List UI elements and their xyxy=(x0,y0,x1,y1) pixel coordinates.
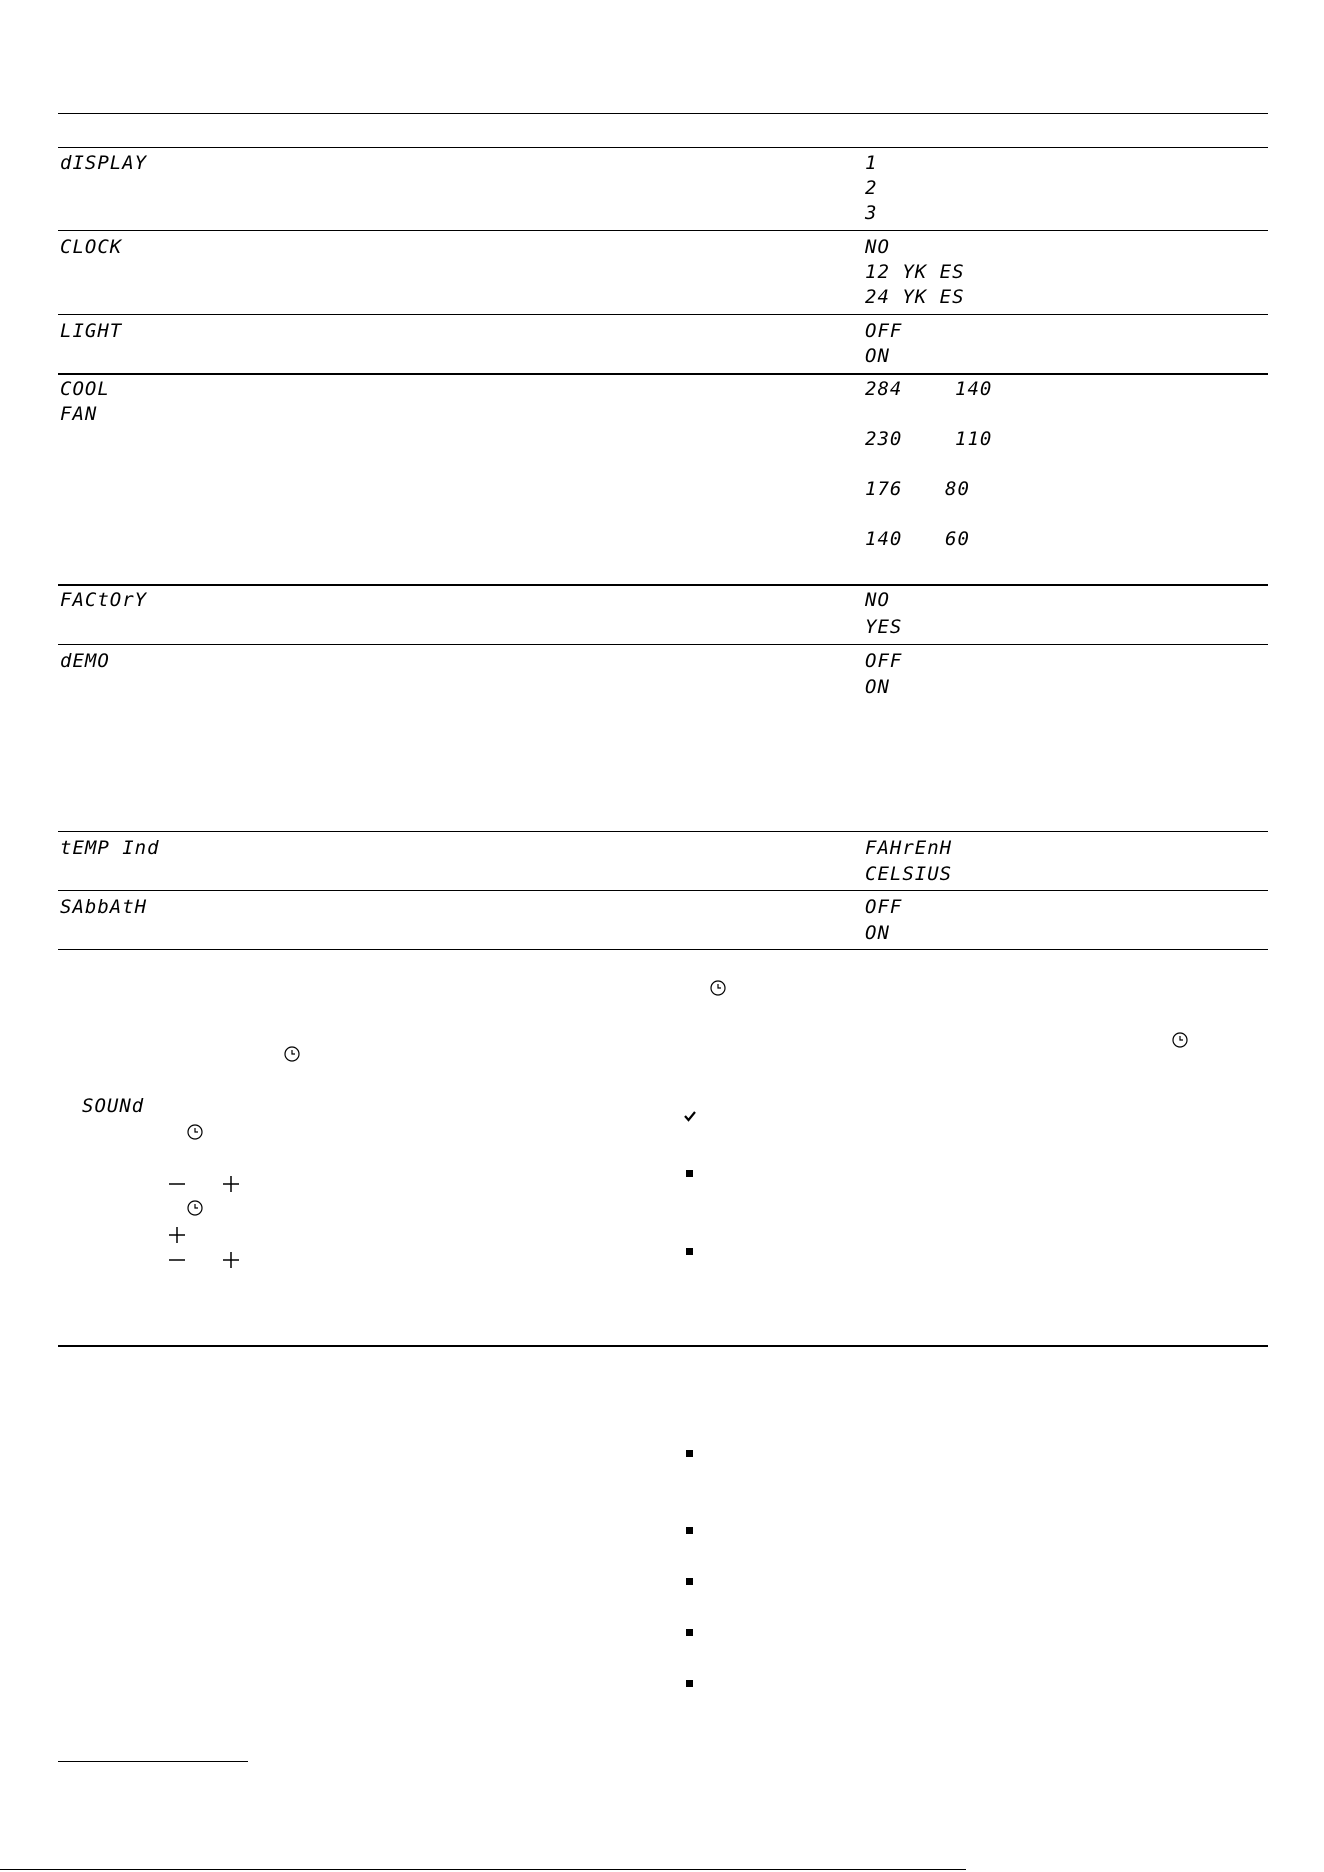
square-bullet-icon xyxy=(686,1450,693,1457)
setting-fan: FAN xyxy=(60,403,98,425)
table-header-rule xyxy=(58,113,1268,114)
table-row-rule xyxy=(58,584,1268,586)
table-row-rule xyxy=(58,314,1268,315)
setting-demo: dEMO xyxy=(60,650,110,672)
option-clock-12: 12 YK ES xyxy=(865,261,965,283)
option-light-off: OFF xyxy=(865,320,903,342)
footnote-rule xyxy=(58,1761,248,1762)
square-bullet-icon xyxy=(686,1680,693,1687)
clock-icon xyxy=(284,1046,300,1062)
clock-icon xyxy=(710,980,726,996)
minus-icon xyxy=(169,1176,185,1192)
option-factory-no: NO xyxy=(865,589,890,611)
option-factory-yes: YES xyxy=(865,616,903,638)
setting-sabbath: SAbbAtH xyxy=(60,896,148,918)
setting-clock: CLOCK xyxy=(60,236,123,258)
clock-icon xyxy=(187,1124,203,1140)
table-header-bottom-rule xyxy=(58,147,1268,148)
option-display-1: 1 xyxy=(865,152,878,174)
setting-temp-ind: tEMP Ind xyxy=(60,837,160,859)
table-row-rule xyxy=(58,831,1268,832)
option-light-on: ON xyxy=(865,345,890,367)
option-temp-celsius: CELSIUS xyxy=(865,863,953,885)
setting-light: LIGHT xyxy=(60,320,123,342)
clock-icon xyxy=(187,1200,203,1216)
square-bullet-icon xyxy=(686,1248,693,1255)
option-sabbath-on: ON xyxy=(865,922,890,944)
table-bottom-rule xyxy=(58,949,1268,950)
option-cool-176: 176 xyxy=(865,478,903,500)
section-divider xyxy=(58,1345,1268,1347)
option-cool-80: 80 xyxy=(945,478,970,500)
table-row-rule xyxy=(58,373,1268,375)
option-cool-60: 60 xyxy=(945,528,970,550)
plus-icon xyxy=(169,1227,185,1243)
option-cool-110: 110 xyxy=(955,428,993,450)
square-bullet-icon xyxy=(686,1629,693,1636)
option-sabbath-off: OFF xyxy=(865,896,903,918)
option-demo-off: OFF xyxy=(865,650,903,672)
table-row-rule xyxy=(58,230,1268,231)
plus-icon xyxy=(223,1176,239,1192)
minus-icon xyxy=(169,1252,185,1268)
option-clock-24: 24 YK ES xyxy=(865,286,965,308)
table-row-rule xyxy=(58,890,1268,891)
option-cool-140-b: 140 xyxy=(955,378,993,400)
checkmark-icon xyxy=(683,1109,697,1123)
plus-icon xyxy=(223,1252,239,1268)
option-demo-on: ON xyxy=(865,676,890,698)
option-cool-284: 284 xyxy=(865,378,903,400)
square-bullet-icon xyxy=(686,1170,693,1177)
option-temp-fahrenheit: FAHrEnH xyxy=(865,837,953,859)
setting-display: dISPLAY xyxy=(60,152,148,174)
option-clock-no: NO xyxy=(865,236,890,258)
square-bullet-icon xyxy=(686,1578,693,1585)
option-cool-140: 140 xyxy=(865,528,903,550)
table-row-rule xyxy=(58,644,1268,645)
option-display-3: 3 xyxy=(865,202,878,224)
sound-label: SOUNd xyxy=(82,1095,145,1117)
option-display-2: 2 xyxy=(865,177,878,199)
page-bottom-rule xyxy=(0,1869,966,1870)
setting-factory: FACtOrY xyxy=(60,589,148,611)
square-bullet-icon xyxy=(686,1527,693,1534)
setting-cool: COOL xyxy=(60,378,110,400)
option-cool-230: 230 xyxy=(865,428,903,450)
clock-icon xyxy=(1172,1032,1188,1048)
